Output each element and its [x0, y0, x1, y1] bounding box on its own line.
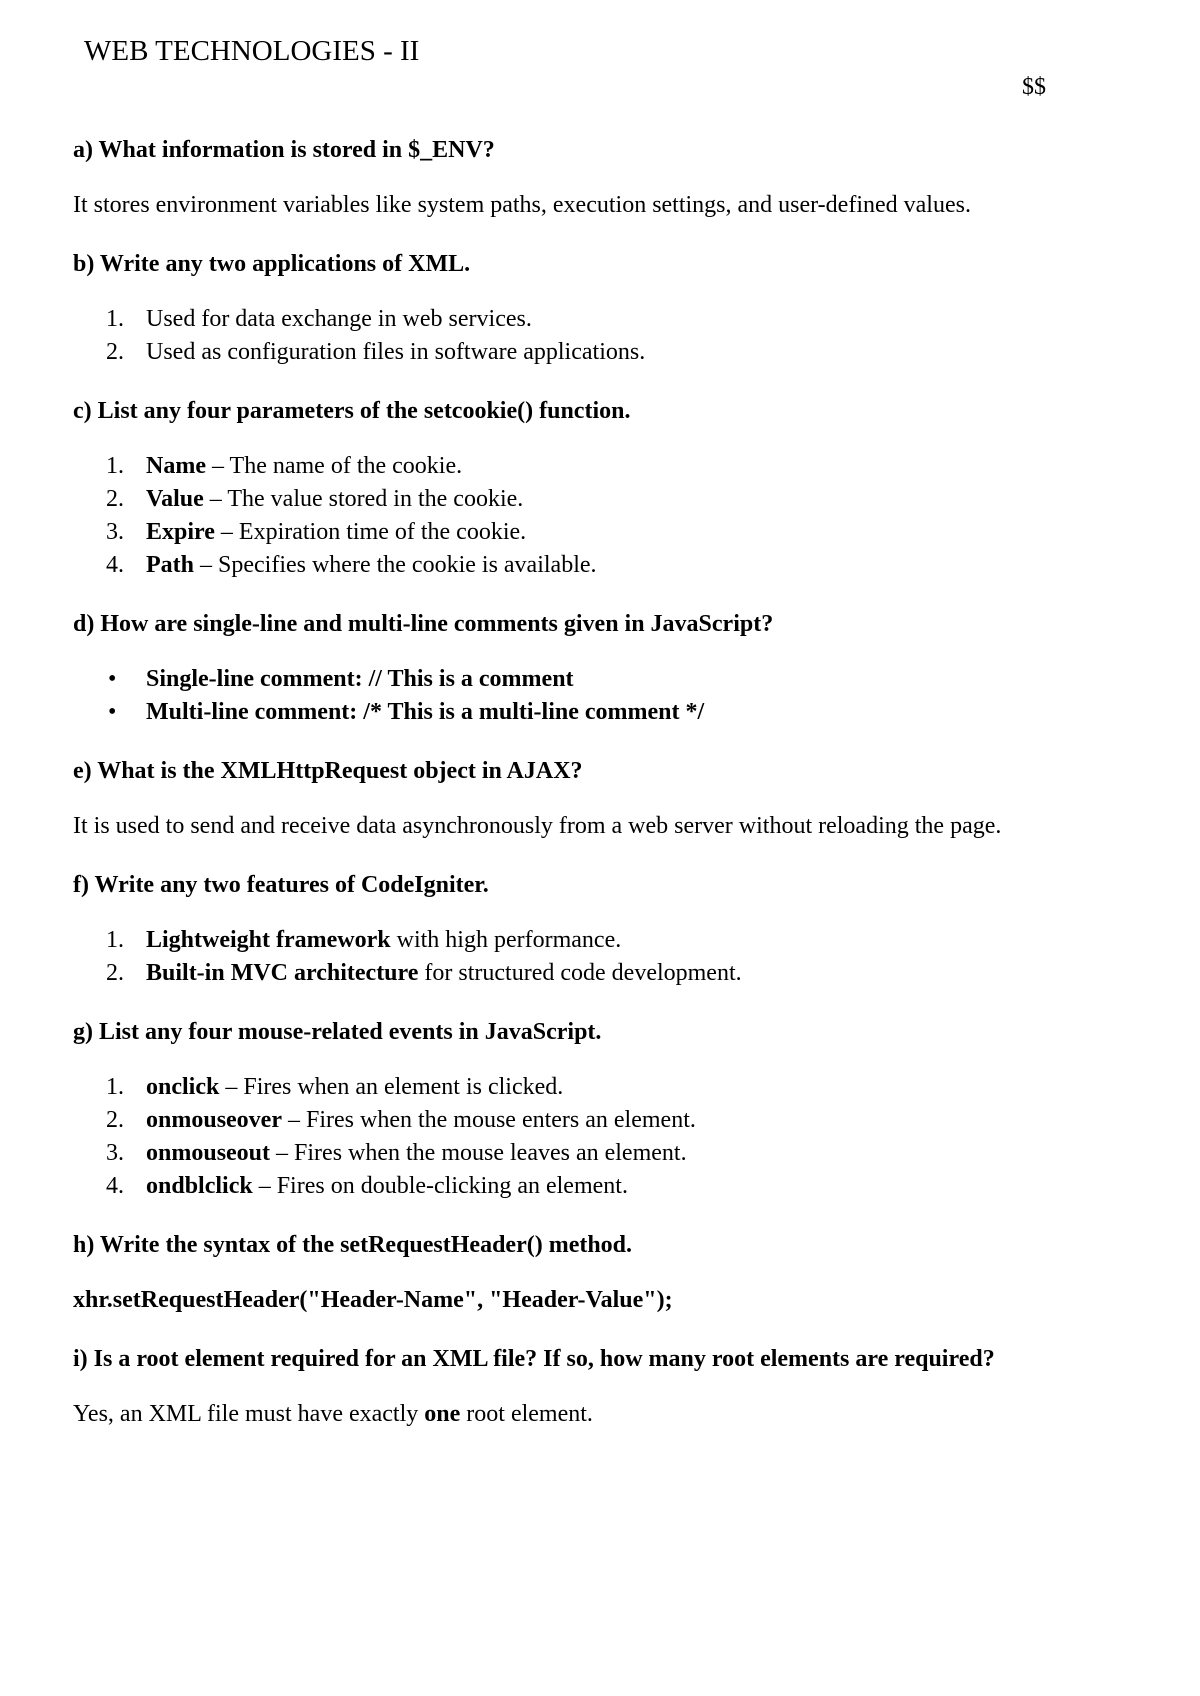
list-item: [73, 1170, 1123, 1203]
answer-d-list: [73, 663, 1123, 729]
list-number: 1.: [106, 1074, 124, 1100]
answer-c-list: [73, 450, 1123, 582]
list-number: 3.: [106, 519, 124, 545]
list-item-text: Multi-line comment: /* This is a multi-line comment */: [146, 699, 705, 725]
list-item: [73, 483, 1123, 516]
bullet-icon: •: [108, 699, 117, 725]
list-item: [73, 1137, 1123, 1170]
question-b: b) Write any two applications of XML.: [73, 251, 471, 277]
list-number: 1.: [106, 927, 124, 953]
list-item-text: – Fires when the mouse leaves an element.: [270, 1140, 687, 1166]
list-item-text: – The value stored in the cookie.: [203, 486, 524, 512]
list-number: 4.: [106, 552, 124, 578]
list-item-text: – The name of the cookie.: [205, 453, 463, 479]
question-f: f) Write any two features of CodeIgniter.: [73, 872, 489, 898]
question-g: g) List any four mouse-related events in JavaScript.: [73, 1019, 602, 1045]
list-item: [73, 336, 1123, 369]
list-item-text: – Expiration time of the cookie.: [214, 519, 527, 545]
list-item-text: Used for data exchange in web services.: [146, 306, 532, 332]
document-body: [73, 134, 1123, 1431]
list-item-term: Value: [146, 486, 204, 512]
list-item: [73, 516, 1123, 549]
list-item-term: Name: [146, 453, 206, 479]
answer-f-list: [73, 924, 1123, 990]
list-item-text: with high performance.: [390, 927, 622, 953]
answer-b-list: [73, 303, 1123, 369]
list-item-term: onmouseover: [146, 1107, 282, 1133]
list-number: 1.: [106, 306, 124, 332]
list-item: [73, 549, 1123, 582]
list-item-text: – Fires on double-clicking an element.: [252, 1173, 628, 1199]
list-item-text: – Fires when an element is clicked.: [219, 1074, 564, 1100]
list-number: 2.: [106, 960, 124, 986]
header-mark: $$: [1022, 74, 1046, 100]
list-item-term: onclick: [146, 1074, 220, 1100]
bullet-icon: •: [108, 666, 117, 692]
answer-h-code: xhr.setRequestHeader("Header-Name", "Header-Value");: [73, 1287, 673, 1313]
list-item-text: Single-line comment: // This is a comment: [146, 666, 574, 692]
list-item-text: – Specifies where the cookie is available.: [194, 552, 597, 578]
question-h: h) Write the syntax of the setRequestHeader() method.: [73, 1232, 633, 1258]
answer-a: It stores environment variables like system paths, execution settings, and user-defined values.: [73, 192, 971, 218]
list-number: 2.: [106, 1107, 124, 1133]
list-item: [73, 1071, 1123, 1104]
answer-i-pre: Yes, an XML file must have exactly: [73, 1401, 425, 1427]
document-title: WEB TECHNOLOGIES - II: [84, 35, 420, 67]
answer-e: It is used to send and receive data asynchronously from a web server without reloading the page.: [73, 813, 1002, 839]
question-a: a) What information is stored in $_ENV?: [73, 137, 495, 163]
answer-i-post: root element.: [460, 1401, 593, 1427]
question-e: e) What is the XMLHttpRequest object in AJAX?: [73, 758, 583, 784]
list-item: [73, 663, 1123, 696]
list-item: [73, 1104, 1123, 1137]
question-c: c) List any four parameters of the setcookie() function.: [73, 398, 631, 424]
list-item: [73, 696, 1123, 729]
list-item: [73, 957, 1123, 990]
list-number: 1.: [106, 453, 124, 479]
question-d: d) How are single-line and multi-line comments given in JavaScript?: [73, 611, 774, 637]
list-item-term: Lightweight framework: [146, 927, 391, 953]
answer-i-bold: one: [424, 1401, 461, 1427]
list-item: [73, 450, 1123, 483]
list-number: 2.: [106, 339, 124, 365]
answer-i: [73, 1398, 1123, 1431]
list-item-term: Expire: [146, 519, 215, 545]
list-item-term: onmouseout: [146, 1140, 271, 1166]
list-item-term: Path: [146, 552, 194, 578]
question-i: i) Is a root element required for an XML file? If so, how many root elements are required?: [73, 1346, 995, 1372]
list-item-term: ondblclick: [146, 1173, 253, 1199]
list-item-text: Used as configuration files in software applications.: [146, 339, 646, 365]
list-number: 4.: [106, 1173, 124, 1199]
list-item: [73, 924, 1123, 957]
list-number: 3.: [106, 1140, 124, 1166]
list-number: 2.: [106, 486, 124, 512]
list-item-text: – Fires when the mouse enters an element.: [281, 1107, 696, 1133]
list-item: [73, 303, 1123, 336]
answer-g-list: [73, 1071, 1123, 1203]
list-item-term: Built-in MVC architecture: [146, 960, 419, 986]
list-item-text: for structured code development.: [418, 960, 742, 986]
